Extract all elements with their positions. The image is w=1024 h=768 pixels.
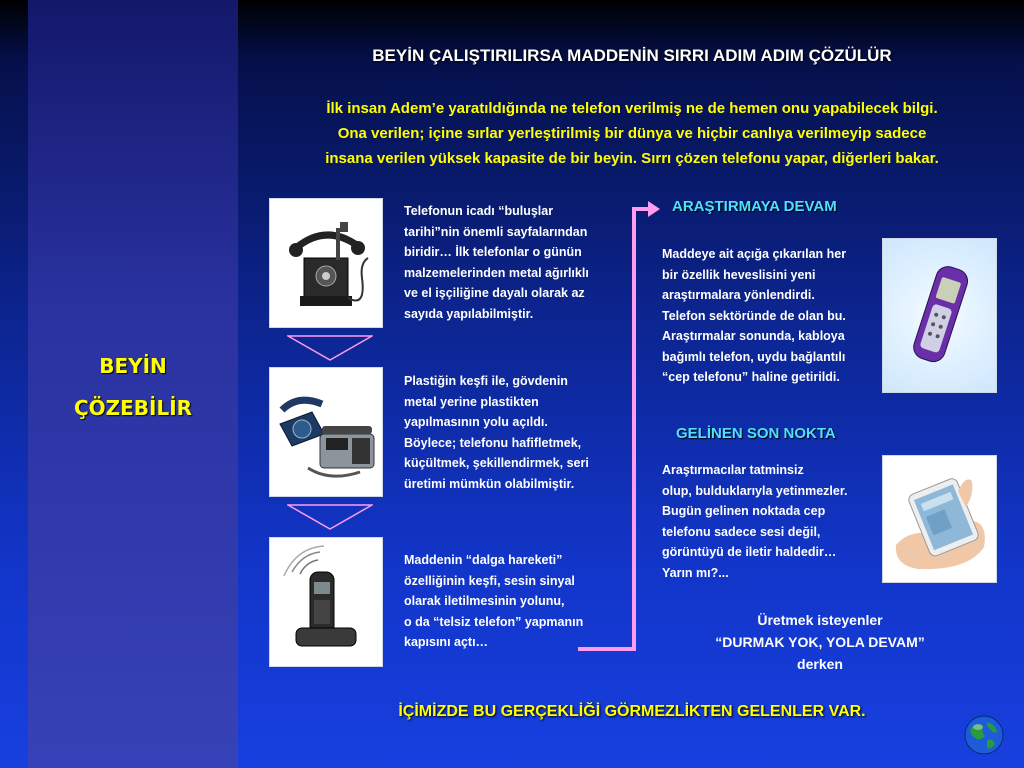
final-line: olup, bulduklarıyla yetinmezler.	[662, 483, 848, 498]
mobile-phone-icon	[900, 256, 980, 376]
research-line: araştırmalara yönlendirdi.	[662, 288, 815, 302]
research-line: Araştırmalar sonunda, kabloya	[662, 329, 845, 343]
intro-paragraph	[270, 96, 994, 171]
smartphone-photo	[882, 455, 997, 583]
desk-telephones-icon	[272, 372, 380, 492]
motto-line-3: derken	[797, 656, 843, 672]
final-text	[662, 460, 880, 583]
intro-line-3: insana verilen yüksek kapasite de bir beyin. Sırrı çözen telefonu yapar, diğerleri bakar.	[325, 150, 939, 167]
step-3-line: Maddenin “dalga hareketi”	[404, 553, 563, 567]
step-1-line: malzemelerinden metal ağırlıklı	[404, 265, 589, 280]
desk-telephones-photo	[269, 367, 383, 497]
intro-line-2: Ona verilen; içine sırlar yerleştirilmiş bir dünya ve hiçbir canlıya verilmeyip sadece	[337, 125, 927, 142]
step-2-line: metal yerine plastikten	[404, 394, 539, 409]
globe-icon[interactable]	[963, 714, 1005, 756]
step-1-line: ve el işçiliğine dayalı olarak az	[404, 286, 585, 300]
motto-block	[690, 609, 950, 675]
final-heading: GELİNEN SON NOKTA	[676, 425, 836, 442]
sidebar-label-line2: ÇÖZEBİLİR	[73, 396, 193, 420]
motto-line-1: Üretmek isteyenler	[757, 612, 883, 628]
intro-line-1: İlk insan Adem’e yaratıldığında ne telefon verilmiş ne de hemen onu yapabilecek bilgi.	[326, 100, 938, 117]
research-text	[662, 244, 878, 388]
left-sidebar	[28, 0, 238, 768]
motto-line-2: “DURMAK YOK, YOLA DEVAM”	[715, 634, 925, 650]
step-1-line: tarihi”nin önemli sayfalarından	[404, 224, 588, 239]
step-3-line: o da “telsiz telefon” yapmanın	[404, 614, 584, 629]
step-3-line: özelliğinin keşfi, sesin sinyal	[404, 573, 575, 588]
antique-telephone-photo	[269, 198, 383, 328]
step-2-line: Plastiğin keşfi ile, gövdenin	[404, 374, 568, 388]
research-line: Telefon sektöründe de olan bu.	[662, 308, 846, 323]
progress-arrow-connector	[574, 196, 664, 656]
final-line: Araştırmacılar tatminsiz	[662, 463, 804, 477]
smartphone-in-hand-icon	[888, 461, 992, 577]
step-3-line: olarak iletilmesinin yolunu,	[404, 594, 565, 608]
cordless-phone-icon	[272, 542, 380, 662]
step-1-line: sayıda yapılabilmiştir.	[404, 306, 534, 321]
final-line: telefonu sadece sesi değil,	[662, 524, 821, 539]
research-line: Maddeye ait açığa çıkarılan her	[662, 247, 847, 261]
step-2-line: Böylece; telefonu hafifletmek,	[404, 435, 582, 450]
antique-telephone-icon	[276, 208, 376, 318]
mobile-phone-photo	[882, 238, 997, 393]
step-2-line: küçültmek, şekillendirmek, seri	[404, 456, 589, 470]
step-2-line: yapılmasının yolu açıldı.	[404, 415, 548, 429]
step-2-line: üretimi mümkün olabilmiştir.	[404, 476, 575, 491]
bottom-statement: İÇİMİZDE BU GERÇEKLİĞİ GÖRMEZLİKTEN GELENLER VAR.	[398, 703, 866, 720]
step-1-line: biridir… İlk telefonlar o günün	[404, 245, 582, 259]
research-line: bağımlı telefon, uydu bağlantılı	[662, 349, 846, 364]
final-line: Bugün gelinen noktada cep	[662, 504, 826, 518]
final-line: görüntüyü de iletir haldedir…	[662, 545, 837, 559]
down-arrow-triangle-icon	[287, 335, 373, 361]
down-arrow-triangle-icon	[287, 504, 373, 530]
cordless-phone-photo	[269, 537, 383, 667]
page-title: BEYİN ÇALIŞTIRILIRSA MADDENİN SIRRI ADIM ADIM ÇÖZÜLÜR	[372, 46, 892, 65]
research-heading: ARAŞTIRMAYA DEVAM	[672, 198, 837, 215]
research-line: “cep telefonu” haline getirildi.	[662, 370, 840, 384]
research-line: bir özellik heveslisini yeni	[662, 267, 816, 282]
sidebar-label-line1: BEYİN	[99, 354, 167, 378]
step-3-line: kapısını açtı…	[404, 635, 489, 649]
step-1-line: Telefonun icadı “buluşlar	[404, 204, 554, 218]
final-line: Yarın mı?...	[662, 565, 729, 580]
